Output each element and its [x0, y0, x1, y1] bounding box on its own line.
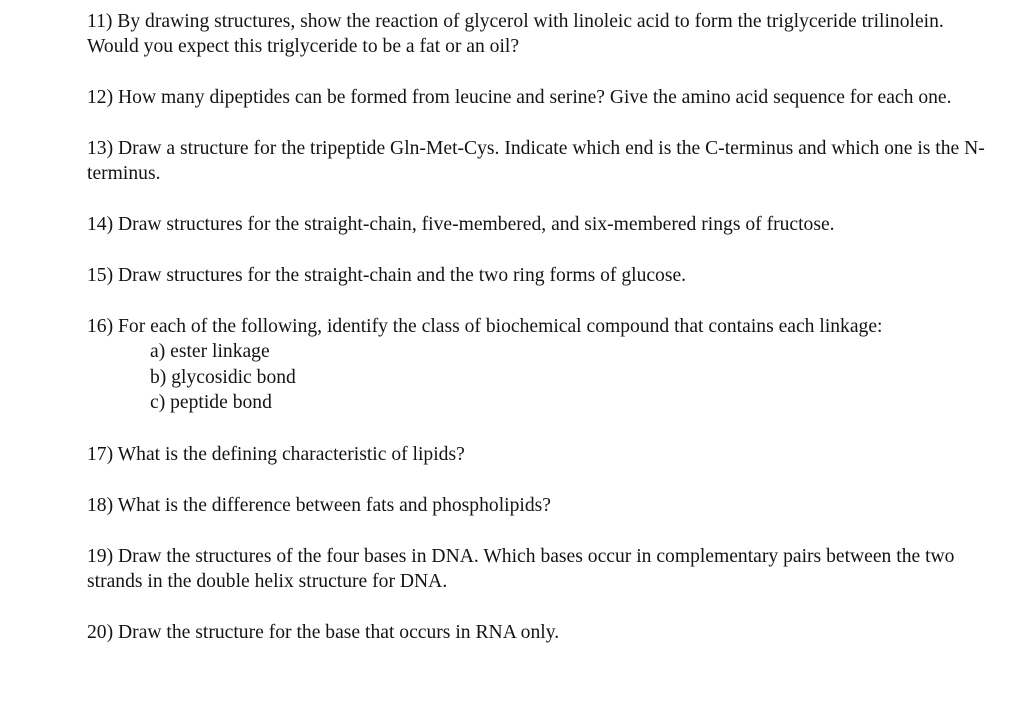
question-16-sublist	[87, 339, 987, 416]
question-14: 14) Draw structures for the straight-chain, five-membered, and six-membered rings of fructose.	[87, 214, 835, 235]
question-16-item-c: c) peptide bond	[150, 392, 272, 413]
question-11: 11) By drawing structures, show the reaction of glycerol with linoleic acid to form the triglyceride trilinolein. Would you expect this triglyceride to be a fat or an oil?	[87, 11, 944, 57]
question-20: 20) Draw the structure for the base that occurs in RNA only.	[87, 621, 560, 643]
question-16-item-b: b) glycosidic bond	[150, 366, 296, 388]
question-17: 17) What is the defining characteristic of lipids?	[87, 443, 465, 465]
question-18: 18) What is the difference between fats and phospholipids?	[87, 494, 551, 516]
question-16-item-a: a) ester linkage	[150, 341, 270, 362]
question-19: 19) Draw the structures of the four bases in DNA. Which bases occur in complementary pairs between the two strands in the double helix structure for DNA.	[87, 545, 955, 592]
question-12: 12) How many dipeptides can be formed from leucine and serine? Give the amino acid sequence for each one.	[87, 87, 952, 108]
question-16-text: 16) For each of the following, identify the class of biochemical compound that contains each linkage:	[87, 316, 883, 337]
document-page	[87, 9, 987, 645]
question-15: 15) Draw structures for the straight-chain and the two ring forms of glucose.	[87, 265, 687, 286]
question-16	[87, 314, 987, 416]
question-13: 13) Draw a structure for the tripeptide Gln-Met-Cys. Indicate which end is the C-terminus and which one is the N-terminus.	[87, 138, 985, 184]
